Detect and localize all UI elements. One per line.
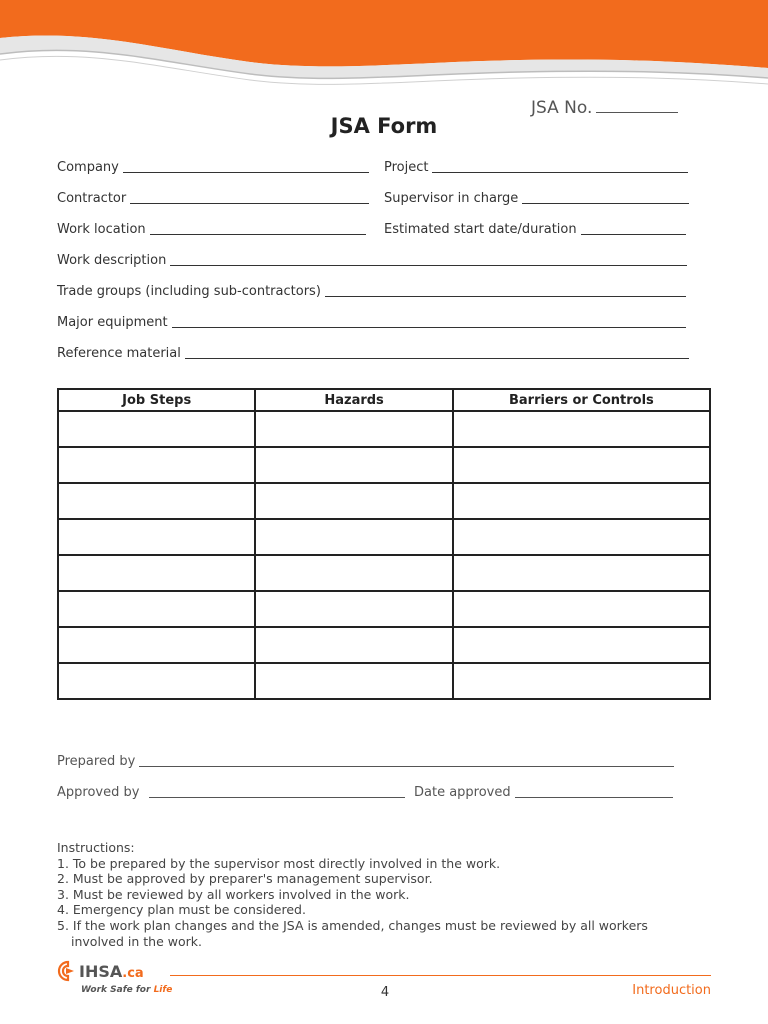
instruction-item: 4. Emergency plan must be considered. <box>57 902 306 918</box>
prepared-by-blank[interactable] <box>139 756 674 767</box>
start-date-blank[interactable] <box>581 224 686 235</box>
hazard-cell[interactable] <box>255 411 452 447</box>
job-step-cell[interactable] <box>58 411 255 447</box>
trade-groups-blank[interactable] <box>325 286 686 297</box>
table-row <box>58 483 710 519</box>
hazard-cell[interactable] <box>255 663 452 699</box>
instruction-item: 3. Must be reviewed by all workers involved in the work. <box>57 886 410 902</box>
job-step-cell[interactable] <box>58 555 255 591</box>
hazard-cell[interactable] <box>255 447 452 483</box>
prepared-by-field[interactable] <box>57 754 674 769</box>
control-cell[interactable] <box>453 519 710 555</box>
footer-divider <box>170 975 711 976</box>
project-blank[interactable] <box>432 162 688 173</box>
table-row <box>58 555 710 591</box>
job-step-cell[interactable] <box>58 591 255 627</box>
table-row <box>58 591 710 627</box>
supervisor-blank[interactable] <box>522 193 689 204</box>
trade-groups-label: Trade groups (including sub-contractors) <box>57 284 321 299</box>
control-cell[interactable] <box>453 483 710 519</box>
job-step-cell[interactable] <box>58 483 255 519</box>
instructions-block <box>57 840 648 949</box>
column-header-hazards: Hazards <box>255 389 452 411</box>
contractor-label: Contractor <box>57 191 127 206</box>
work-description-field[interactable] <box>57 253 687 268</box>
hazard-cell[interactable] <box>255 555 452 591</box>
page-number: 4 <box>380 985 390 1000</box>
control-cell[interactable] <box>453 591 710 627</box>
job-step-cell[interactable] <box>58 519 255 555</box>
table-row <box>58 627 710 663</box>
table-row <box>58 519 710 555</box>
ihsa-logo-icon <box>57 960 79 982</box>
approved-by-field[interactable] <box>57 785 405 800</box>
control-cell[interactable] <box>453 627 710 663</box>
trade-groups-field[interactable] <box>57 284 686 299</box>
work-description-blank[interactable] <box>170 255 687 266</box>
page-title: JSA Form <box>330 114 438 138</box>
jsa-number-label: JSA No. <box>531 98 593 118</box>
contractor-field[interactable] <box>57 191 369 206</box>
supervisor-field[interactable] <box>384 191 689 206</box>
instruction-item-continued: involved in the work. <box>71 933 202 949</box>
project-field[interactable] <box>384 160 688 175</box>
jsa-table <box>57 388 711 700</box>
date-approved-blank[interactable] <box>515 787 673 798</box>
ihsa-logo-text: IHSA.ca <box>79 961 144 981</box>
control-cell[interactable] <box>453 555 710 591</box>
work-location-label: Work location <box>57 222 146 237</box>
job-step-cell[interactable] <box>58 663 255 699</box>
approved-by-blank[interactable] <box>149 787 405 798</box>
date-approved-label: Date approved <box>414 785 511 800</box>
control-cell[interactable] <box>453 411 710 447</box>
reference-material-label: Reference material <box>57 346 181 361</box>
table-header-row <box>58 389 710 411</box>
company-field[interactable] <box>57 160 369 175</box>
supervisor-label: Supervisor in charge <box>384 191 519 206</box>
control-cell[interactable] <box>453 447 710 483</box>
approved-by-label: Approved by <box>57 785 140 800</box>
company-label: Company <box>57 160 119 175</box>
hazard-cell[interactable] <box>255 483 452 519</box>
column-header-barriers: Barriers or Controls <box>453 389 710 411</box>
work-description-label: Work description <box>57 253 167 268</box>
instructions-heading: Instructions: <box>57 840 135 855</box>
control-cell[interactable] <box>453 663 710 699</box>
major-equipment-blank[interactable] <box>172 317 686 328</box>
instruction-item: 2. Must be approved by preparer's management supervisor. <box>57 871 433 887</box>
jsa-number-blank[interactable] <box>596 96 678 113</box>
job-step-cell[interactable] <box>58 627 255 663</box>
project-label: Project <box>384 160 429 175</box>
hazard-cell[interactable] <box>255 627 452 663</box>
hazard-cell[interactable] <box>255 591 452 627</box>
table-row <box>58 447 710 483</box>
reference-material-blank[interactable] <box>185 348 689 359</box>
table-row <box>58 411 710 447</box>
header-wave-banner <box>0 0 768 100</box>
table-row <box>58 663 710 699</box>
ihsa-logo[interactable] <box>57 960 144 982</box>
work-location-blank[interactable] <box>150 224 366 235</box>
ihsa-tagline: Work Safe for Life <box>81 985 173 995</box>
prepared-by-label: Prepared by <box>57 754 136 769</box>
start-date-field[interactable] <box>384 222 686 237</box>
date-approved-field[interactable] <box>414 785 673 800</box>
column-header-job-steps: Job Steps <box>58 389 255 411</box>
reference-material-field[interactable] <box>57 346 689 361</box>
company-blank[interactable] <box>123 162 369 173</box>
instruction-item: 5. If the work plan changes and the JSA is amended, changes must be reviewed by all workers <box>57 917 648 933</box>
instruction-item: 1. To be prepared by the supervisor most directly involved in the work. <box>57 855 501 871</box>
major-equipment-field[interactable] <box>57 315 686 330</box>
major-equipment-label: Major equipment <box>57 315 168 330</box>
job-step-cell[interactable] <box>58 447 255 483</box>
section-label[interactable]: Introduction <box>632 983 711 998</box>
start-date-label: Estimated start date/duration <box>384 222 577 237</box>
work-location-field[interactable] <box>57 222 366 237</box>
hazard-cell[interactable] <box>255 519 452 555</box>
contractor-blank[interactable] <box>130 193 369 204</box>
